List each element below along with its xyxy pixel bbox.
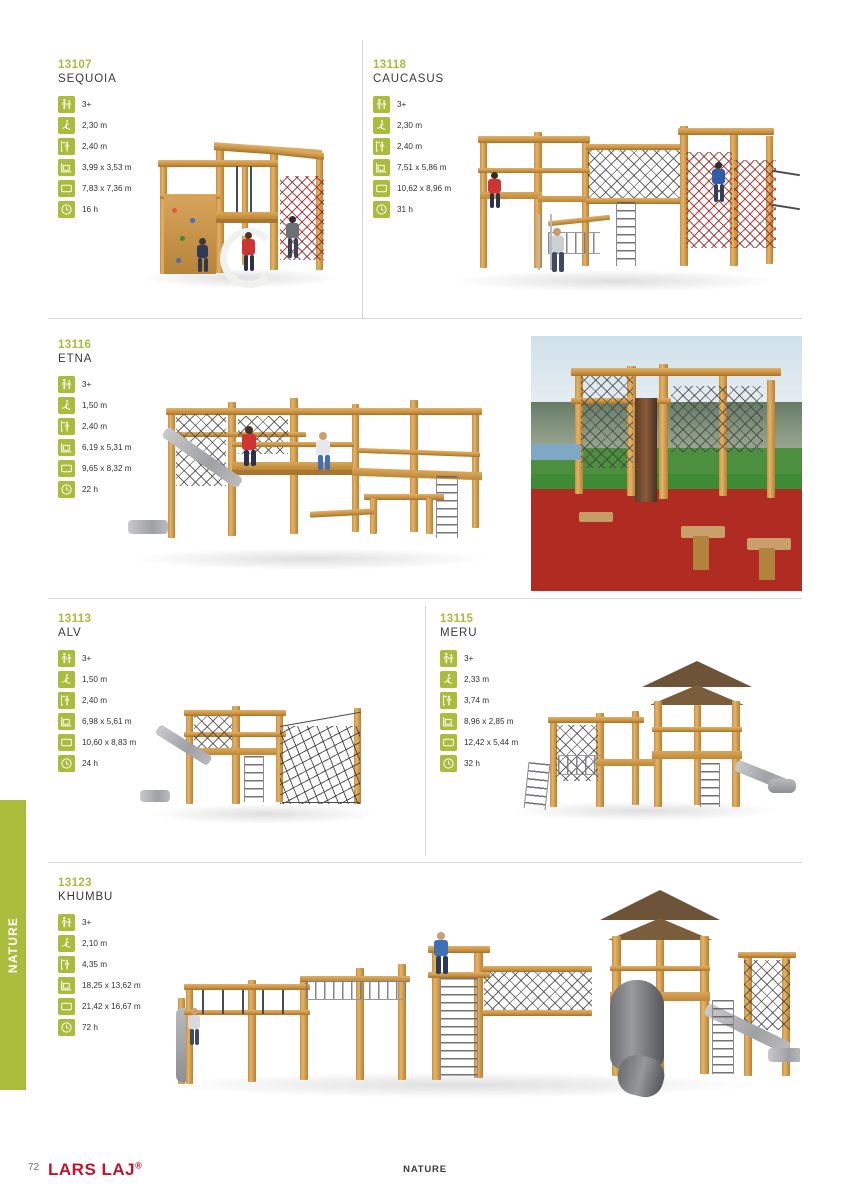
- fall-height-icon: [373, 117, 390, 134]
- spec-value: 3,74 m: [464, 696, 490, 705]
- spec-value: 2,10 m: [82, 939, 108, 948]
- page-number: 72: [28, 1162, 40, 1173]
- installation-time-icon: [58, 201, 75, 218]
- section-tab-label: NATURE: [6, 916, 20, 974]
- spec-value: 2,40 m: [397, 142, 423, 151]
- dimensions-icon: [440, 713, 457, 730]
- spec-value: 10,60 x 8,83 m: [82, 738, 137, 747]
- spec-value: 12,42 x 5,44 m: [464, 738, 519, 747]
- spec-value: 24 h: [82, 759, 98, 768]
- safety-zone-icon: [58, 180, 75, 197]
- fall-height-icon: [58, 935, 75, 952]
- product-image-alv: [140, 680, 400, 840]
- spec-value: 22 h: [82, 485, 98, 494]
- product-code: 13115: [440, 613, 474, 625]
- safety-zone-icon: [373, 180, 390, 197]
- product-name: MERU: [440, 627, 478, 639]
- spec-value: 3,99 x 3,53 m: [82, 163, 132, 172]
- age-icon: [58, 96, 75, 113]
- product-image-caucasus: [430, 110, 802, 302]
- spec-value: 3+: [464, 654, 474, 663]
- spec-value: 72 h: [82, 1023, 98, 1032]
- product-code: 13118: [373, 59, 407, 71]
- dimensions-icon: [58, 713, 75, 730]
- footer-section-label: NATURE: [403, 1164, 447, 1175]
- spec-value: 2,30 m: [82, 121, 108, 130]
- product-code: 13113: [58, 613, 92, 625]
- spec-value: 1,50 m: [82, 401, 108, 410]
- product-code: 13116: [58, 339, 92, 351]
- installation-time-icon: [58, 755, 75, 772]
- spec-value: 8,96 x 2,85 m: [464, 717, 514, 726]
- safety-zone-icon: [58, 460, 75, 477]
- installation-photo: [531, 336, 802, 591]
- age-icon: [58, 650, 75, 667]
- spec-value: 6,98 x 5,61 m: [82, 717, 132, 726]
- fall-height-icon: [58, 671, 75, 688]
- safety-zone-icon: [58, 998, 75, 1015]
- fall-height-icon: [440, 671, 457, 688]
- dimensions-icon: [58, 159, 75, 176]
- spec-row: [58, 649, 358, 668]
- divider: [48, 862, 802, 863]
- spec-value: 16 h: [82, 205, 98, 214]
- spec-value: 4,35 m: [82, 960, 108, 969]
- dimensions-icon: [58, 977, 75, 994]
- product-image-sequoia: [120, 120, 360, 300]
- brand-registered-mark: ®: [135, 1160, 143, 1171]
- product-name: SEQUOIA: [58, 73, 117, 85]
- safety-zone-icon: [440, 734, 457, 751]
- spec-value: 9,65 x 8,32 m: [82, 464, 132, 473]
- equipment-height-icon: [58, 138, 75, 155]
- section-tab: [0, 800, 26, 1090]
- spec-value: 3+: [82, 380, 92, 389]
- spec-value: 3+: [82, 654, 92, 663]
- equipment-height-icon: [440, 692, 457, 709]
- product-code: 13123: [58, 877, 92, 889]
- age-icon: [373, 96, 390, 113]
- divider: [48, 318, 802, 319]
- age-icon: [440, 650, 457, 667]
- fall-height-icon: [58, 397, 75, 414]
- spec-value: 6,19 x 5,31 m: [82, 443, 132, 452]
- spec-value: 1,50 m: [82, 675, 108, 684]
- spec-row: [58, 95, 358, 114]
- installation-time-icon: [373, 201, 390, 218]
- age-icon: [58, 914, 75, 931]
- spec-value: 3+: [82, 918, 92, 927]
- installation-time-icon: [58, 1019, 75, 1036]
- divider: [48, 598, 802, 599]
- product-name: ETNA: [58, 353, 93, 365]
- spec-value: 32 h: [464, 759, 480, 768]
- spec-value: 2,40 m: [82, 696, 108, 705]
- spec-value: 21,42 x 16,67 m: [82, 1002, 141, 1011]
- spec-value: 7,51 x 5,86 m: [397, 163, 447, 172]
- spec-value: 2,40 m: [82, 142, 108, 151]
- dimensions-icon: [58, 439, 75, 456]
- installation-time-icon: [440, 755, 457, 772]
- divider: [425, 606, 426, 856]
- spec-value: 2,33 m: [464, 675, 490, 684]
- spec-value: 2,40 m: [82, 422, 108, 431]
- equipment-height-icon: [58, 418, 75, 435]
- equipment-height-icon: [373, 138, 390, 155]
- spec-value: 10,62 x 8,96 m: [397, 184, 452, 193]
- product-name: KHUMBU: [58, 891, 114, 903]
- fall-height-icon: [58, 117, 75, 134]
- divider: [362, 40, 363, 318]
- spec-value: 18,25 x 13,62 m: [82, 981, 141, 990]
- product-image-etna: [120, 370, 520, 585]
- product-name: CAUCASUS: [373, 73, 445, 85]
- spec-value: 2,30 m: [397, 121, 423, 130]
- brand-logo-text: LARS LAJ: [48, 1160, 136, 1179]
- spec-value: 7,83 x 7,36 m: [82, 184, 132, 193]
- installation-time-icon: [58, 481, 75, 498]
- dimensions-icon: [373, 159, 390, 176]
- product-name: ALV: [58, 627, 82, 639]
- product-code: 13107: [58, 59, 92, 71]
- safety-zone-icon: [58, 734, 75, 751]
- equipment-height-icon: [58, 956, 75, 973]
- spec-value: 31 h: [397, 205, 413, 214]
- spec-value: 3+: [82, 100, 92, 109]
- product-image-khumbu: [140, 880, 800, 1115]
- product-image-meru: [500, 655, 800, 840]
- equipment-height-icon: [58, 692, 75, 709]
- age-icon: [58, 376, 75, 393]
- spec-value: 3+: [397, 100, 407, 109]
